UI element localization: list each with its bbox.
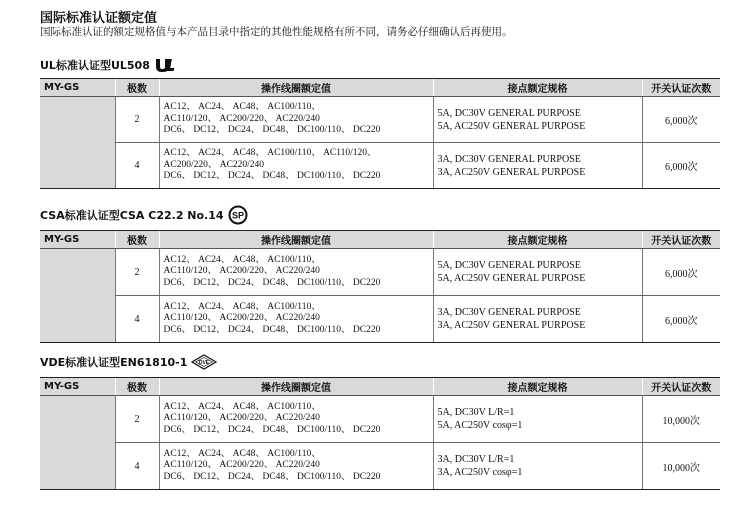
model-cell: [40, 249, 115, 343]
coil-cell: AC12、 AC24、 AC48、 AC100/110、 AC110/120、 AC200/220、 AC220/240 DC6、 DC12、 DC24、 DC48、 DC100/110、 DC220: [159, 97, 433, 143]
count-cell: 6,000次: [642, 249, 720, 296]
svg-text:DVE: DVE: [199, 360, 210, 366]
model-header: MY-GS: [40, 378, 115, 396]
contact-cell: 5A, DC30V GENERAL PURPOSE 5A, AC250V GENERAL PURPOSE: [433, 97, 642, 143]
count-cell: 6,000次: [642, 97, 720, 143]
poles-cell: 2: [115, 97, 159, 143]
model-cell: [40, 396, 115, 490]
table-row: [40, 249, 720, 296]
table-row: [40, 143, 720, 189]
poles-header: 极数: [115, 231, 159, 249]
coil-cell: AC12、 AC24、 AC48、 AC100/110、 AC110/120、 AC200/220、 AC220/240 DC6、 DC12、 DC24、 DC48、 DC100/110、 DC220: [159, 143, 433, 189]
coil-header: 操作线圈额定值: [159, 79, 433, 97]
poles-header: 极数: [115, 378, 159, 396]
switching-count-header: 开关认证次数: [642, 378, 720, 396]
poles-cell: 2: [115, 396, 159, 443]
count-cell: 10,000次: [642, 443, 720, 490]
contact-header: 接点额定规格: [433, 231, 642, 249]
model-cell: [40, 97, 115, 189]
ul-recognized-mark-icon: [154, 58, 178, 72]
table-header-row: [40, 79, 720, 97]
page-description: 国际标准认证的额定规格值与本产品目录中指定的其他性能规格有所不同，请务必仔细确认后再使用。: [40, 26, 513, 38]
coil-cell: AC12、 AC24、 AC48、 AC100/110、 AC110/120、 AC200/220、 AC220/240 DC6、 DC12、 DC24、 DC48、 DC100/110、 DC220: [159, 443, 433, 490]
svg-text:SP: SP: [231, 210, 244, 221]
table-row: [40, 396, 720, 443]
section-title: VDE标准认证型EN61810-1: [40, 356, 188, 369]
model-header: MY-GS: [40, 79, 115, 97]
contact-cell: 3A, DC30V GENERAL PURPOSE 3A, AC250V GENERAL PURPOSE: [433, 296, 642, 343]
section-title: CSA标准认证型CSA C22.2 No.14: [40, 209, 224, 222]
table-header-row: [40, 231, 720, 249]
poles-cell: 2: [115, 249, 159, 296]
contact-cell: 3A, DC30V GENERAL PURPOSE 3A, AC250V GENERAL PURPOSE: [433, 143, 642, 189]
poles-cell: 4: [115, 296, 159, 343]
table-row: [40, 443, 720, 490]
coil-header: 操作线圈额定值: [159, 378, 433, 396]
page-title: 国际标准认证额定值: [40, 11, 158, 26]
table-header-row: [40, 378, 720, 396]
switching-count-header: 开关认证次数: [642, 79, 720, 97]
csa-mark-icon: [228, 205, 248, 225]
poles-header: 极数: [115, 79, 159, 97]
count-cell: 6,000次: [642, 296, 720, 343]
table-row: [40, 97, 720, 143]
contact-header: 接点额定规格: [433, 79, 642, 97]
coil-header: 操作线圈额定值: [159, 231, 433, 249]
coil-cell: AC12、 AC24、 AC48、 AC100/110、 AC110/120、 AC200/220、 AC220/240 DC6、 DC12、 DC24、 DC48、 DC100/110、 DC220: [159, 249, 433, 296]
poles-cell: 4: [115, 443, 159, 490]
coil-cell: AC12、 AC24、 AC48、 AC100/110、 AC110/120、 AC200/220、 AC220/240 DC6、 DC12、 DC24、 DC48、 DC100/110、 DC220: [159, 296, 433, 343]
ul-rating-table: [40, 78, 720, 189]
contact-cell: 5A, DC30V L/R=1 5A, AC250V cosφ=1: [433, 396, 642, 443]
poles-cell: 4: [115, 143, 159, 189]
vde-mark-icon: [191, 354, 217, 370]
count-cell: 6,000次: [642, 143, 720, 189]
section-title: UL标准认证型UL508: [40, 59, 150, 72]
section-heading-csa: [40, 205, 248, 225]
vde-rating-table: [40, 377, 720, 490]
contact-cell: 5A, DC30V GENERAL PURPOSE 5A, AC250V GENERAL PURPOSE: [433, 249, 642, 296]
table-row: [40, 296, 720, 343]
model-header: MY-GS: [40, 231, 115, 249]
section-heading-ul: [40, 57, 178, 73]
csa-rating-table: [40, 230, 720, 343]
contact-cell: 3A, DC30V L/R=1 3A, AC250V cosφ=1: [433, 443, 642, 490]
section-heading-vde: [40, 354, 217, 370]
coil-cell: AC12、 AC24、 AC48、 AC100/110、 AC110/120、 AC200/220、 AC220/240 DC6、 DC12、 DC24、 DC48、 DC100/110、 DC220: [159, 396, 433, 443]
count-cell: 10,000次: [642, 396, 720, 443]
switching-count-header: 开关认证次数: [642, 231, 720, 249]
contact-header: 接点额定规格: [433, 378, 642, 396]
